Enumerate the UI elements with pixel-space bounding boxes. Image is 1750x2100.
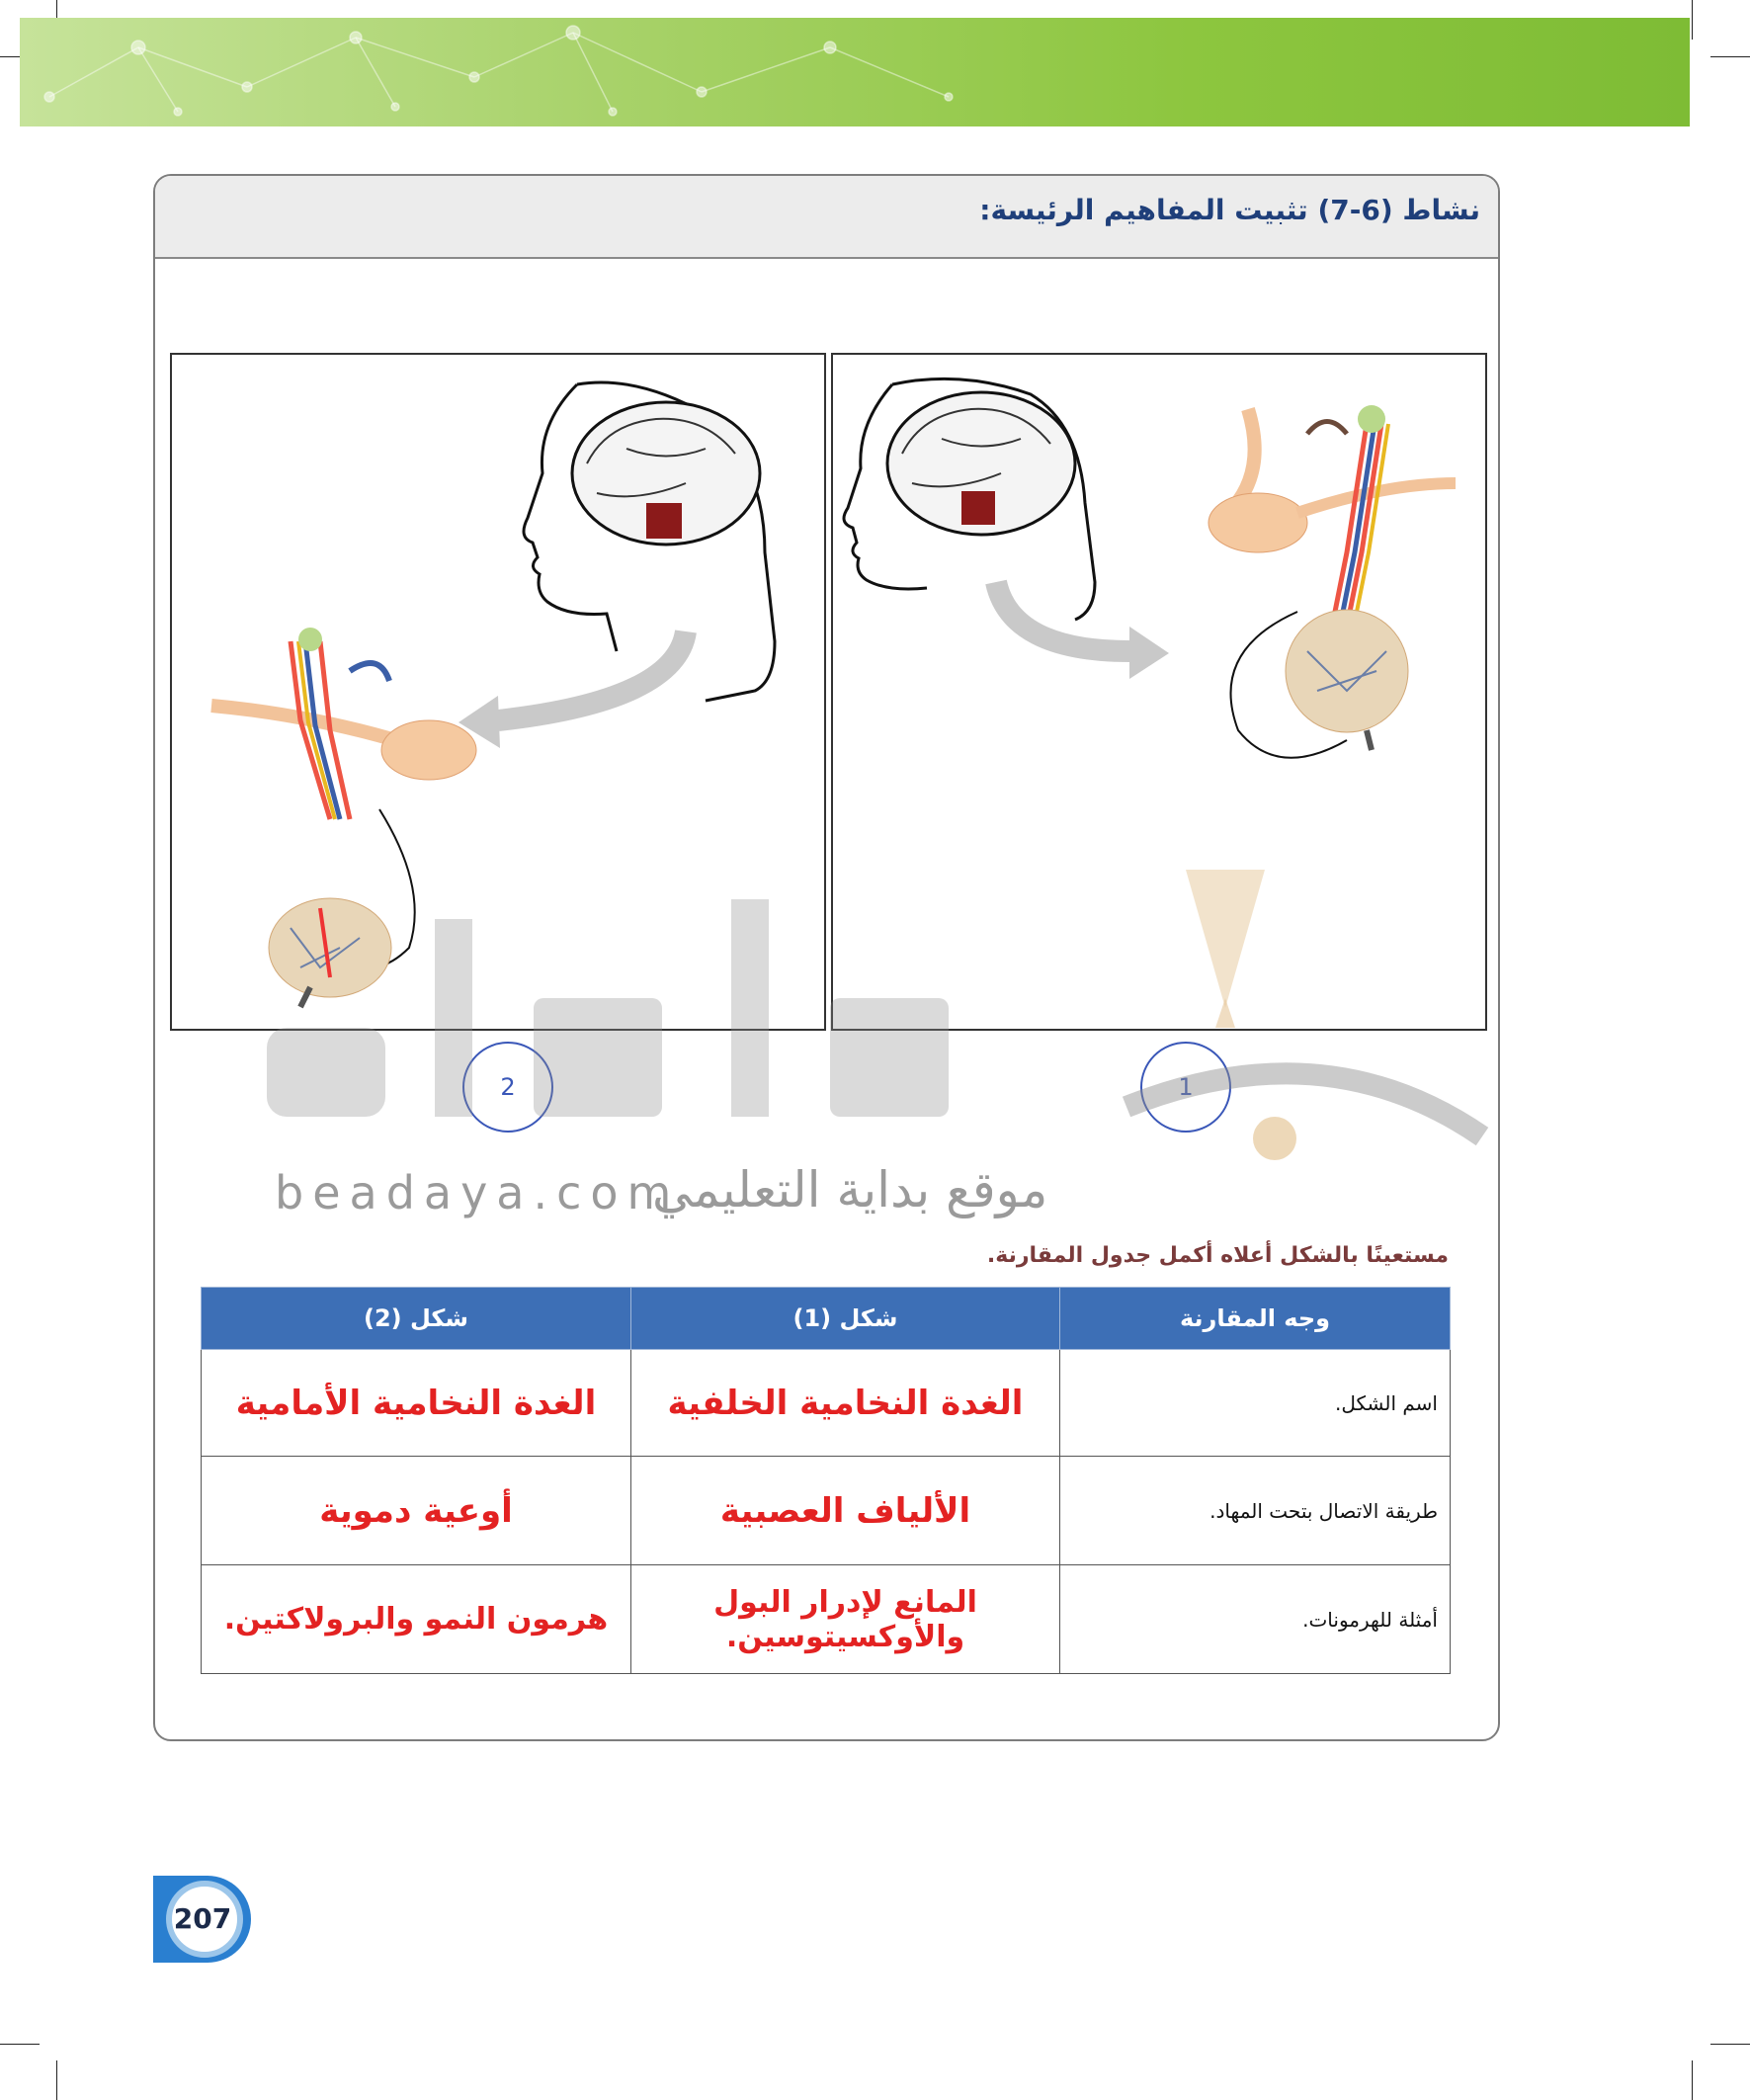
pen-nib-icon	[1186, 870, 1265, 1008]
page-number: 207	[173, 1902, 232, 1935]
table-row	[202, 1565, 1451, 1674]
answer-fig2-name: الغدة النخامية الأمامية	[202, 1350, 631, 1457]
answer-fig1-connection: الألياف العصبية	[631, 1457, 1060, 1565]
network-pattern	[20, 18, 1690, 126]
watermark-site-name: موقع بداية التعليمي	[652, 1161, 1048, 1218]
activity-title: نشاط (6-7) تثبيت المفاهيم الرئيسة:	[979, 194, 1480, 226]
table-instruction: مستعينًا بالشكل أعلاه أكمل جدول المقارنة.	[986, 1243, 1449, 1268]
answer-fig1-hormones: المانع لإدرار البول والأوكسيتوسين.	[631, 1565, 1060, 1674]
row-label-name: اسم الشكل.	[1060, 1350, 1451, 1457]
table-row	[202, 1457, 1451, 1565]
crop-mark	[1692, 0, 1693, 40]
answer-fig1-name: الغدة النخامية الخلفية	[631, 1350, 1060, 1457]
gland-body	[1286, 610, 1408, 732]
figure-2-number: 2	[462, 1042, 553, 1133]
hypothalamus-marker	[961, 491, 995, 525]
crop-mark	[1710, 56, 1750, 57]
table-row	[202, 1350, 1451, 1457]
header-decor-band	[20, 18, 1690, 126]
row-label-connection: طريقة الاتصال بتحت المهاد.	[1060, 1457, 1451, 1565]
comparison-table	[201, 1287, 1451, 1674]
crop-mark	[1692, 2060, 1693, 2100]
hypothalamus-marker	[646, 503, 682, 539]
curved-arrow-icon	[996, 582, 1129, 651]
crop-mark	[56, 2060, 57, 2100]
pituitary-anterior	[1208, 493, 1307, 552]
answer-fig2-hormones: هرمون النمو والبرولاكتين.	[202, 1565, 631, 1674]
row-label-hormones: أمثلة للهرمونات.	[1060, 1565, 1451, 1674]
header-figure-2: شكل (2)	[202, 1288, 631, 1350]
pituitary-anterior	[381, 720, 476, 780]
crop-mark	[1710, 2044, 1750, 2045]
watermark-url: beadaya.com	[275, 1166, 681, 1219]
table-header-row	[202, 1288, 1451, 1350]
answer-fig2-connection: أوعية دموية	[202, 1457, 631, 1565]
crop-mark	[0, 2044, 40, 2045]
logo-text: بداية	[929, 1069, 948, 1080]
activity-header	[155, 176, 1498, 259]
header-figure-1: شكل (1)	[631, 1288, 1060, 1350]
header-aspect: وجه المقارنة	[1060, 1288, 1451, 1350]
figure-1-number: 1	[1140, 1042, 1231, 1133]
curved-arrow-icon	[498, 631, 686, 720]
